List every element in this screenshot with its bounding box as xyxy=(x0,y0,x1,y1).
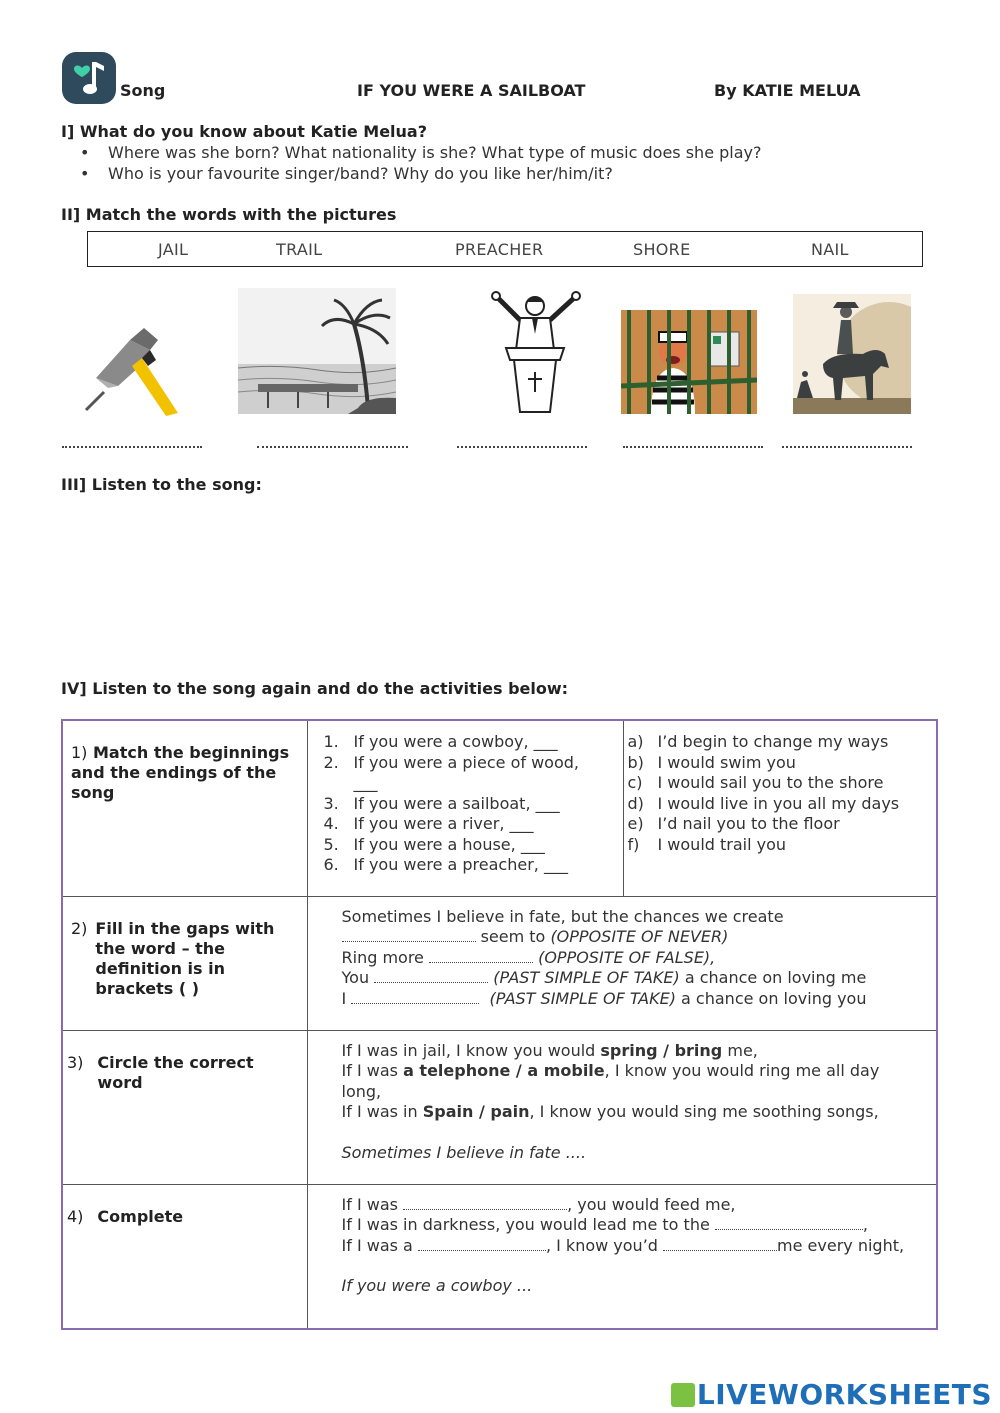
beginning-item xyxy=(324,855,615,876)
activity3-label-cell xyxy=(62,1030,307,1184)
answer-line-1[interactable] xyxy=(62,436,202,448)
word-jail: JAIL xyxy=(158,240,189,259)
beginning-item xyxy=(324,835,615,856)
song-title: IF YOU WERE A SAILBOAT xyxy=(357,81,586,100)
line-text: If I was in darkness, you would lead me to the xyxy=(341,1215,715,1234)
section3-title: III] Listen to the song: xyxy=(61,475,262,494)
section1-title: I] What do you know about Katie Melua? xyxy=(61,122,427,141)
word-nail: NAIL xyxy=(811,240,849,259)
gap-text: a chance on loving me xyxy=(679,968,867,987)
gap-hint: (OPPOSITE OF FALSE), xyxy=(538,947,716,967)
item-letter: a) xyxy=(627,732,644,751)
item-text: If you were a preacher, ___ xyxy=(353,855,568,874)
line-text: , I know you would sing me soothing songs, xyxy=(529,1102,879,1121)
answer-line-5[interactable] xyxy=(782,436,912,448)
word-bank xyxy=(87,231,923,267)
gap-blank[interactable] xyxy=(351,990,479,1004)
activity3-label xyxy=(63,1031,307,1093)
jail-picture xyxy=(621,310,757,418)
activity4-content-cell xyxy=(307,1184,937,1329)
line-text: If I was a xyxy=(341,1235,418,1255)
item-text: If you were a sailboat, ___ xyxy=(353,793,560,813)
activity2-number: 2) xyxy=(71,918,88,938)
activity4-label xyxy=(63,1185,307,1227)
hammer-nail-picture xyxy=(78,288,188,422)
item-letter: b) xyxy=(627,752,644,772)
circle-line-2 xyxy=(342,1061,919,1102)
activity1-number: 1) xyxy=(71,743,88,762)
ending-item xyxy=(628,794,929,815)
activity4-instruction: Complete xyxy=(97,1206,184,1226)
gap-line-2 xyxy=(342,927,929,948)
gap-text: a chance on loving you xyxy=(675,988,867,1008)
complete-line-3 xyxy=(342,1236,929,1257)
ending-item xyxy=(628,814,929,835)
beginning-item xyxy=(324,794,615,815)
logo-text: LIVEWORKSHEETS xyxy=(696,1378,992,1411)
gap-hint: (PAST SIMPLE OF TAKE) xyxy=(489,988,676,1008)
endings-list xyxy=(628,732,929,855)
music-app-icon xyxy=(62,52,116,104)
line-text: , I know you would ring me all day long, xyxy=(341,1061,880,1101)
activity2-label xyxy=(63,897,307,999)
word-choice[interactable]: spring / bring xyxy=(600,1040,723,1060)
activities-table xyxy=(61,719,938,1330)
section2-title: II] Match the words with the pictures xyxy=(61,205,397,224)
ending-item xyxy=(628,835,929,856)
item-text: If you were a cowboy, ___ xyxy=(353,732,558,751)
item-number: 4. xyxy=(323,814,339,833)
logo-badge-icon xyxy=(671,1383,695,1407)
item-letter: d) xyxy=(627,793,644,813)
complete-blank[interactable] xyxy=(715,1216,863,1230)
line-text: , I know you’d xyxy=(545,1235,664,1255)
item-text: I’d nail you to the floor xyxy=(657,814,840,833)
gap-line-5 xyxy=(342,989,929,1010)
circle-line-4: Sometimes I believe in fate .... xyxy=(341,1142,587,1162)
answer-line-4[interactable] xyxy=(623,436,763,448)
activity3-number: 3) xyxy=(67,1052,84,1072)
preacher-picture xyxy=(480,288,590,418)
complete-line-1 xyxy=(342,1195,929,1216)
gap-hint: (PAST SIMPLE OF TAKE) xyxy=(493,968,680,987)
circle-line-3 xyxy=(342,1102,919,1123)
activity1-label xyxy=(63,721,307,803)
word-choice[interactable]: a telephone / a mobile xyxy=(403,1061,605,1080)
line-text: , xyxy=(862,1215,868,1234)
line-text: If I was xyxy=(341,1061,404,1080)
item-text: I would trail you xyxy=(657,834,787,854)
activity1-label-cell xyxy=(62,720,307,896)
song-author: By KATIE MELUA xyxy=(714,81,861,100)
item-number: 2. xyxy=(323,752,339,772)
liveworksheets-logo xyxy=(671,1378,992,1411)
gap-line-4 xyxy=(342,968,929,989)
activity4-number: 4) xyxy=(67,1206,84,1226)
word-choice[interactable]: Spain / pain xyxy=(422,1102,530,1121)
ending-item xyxy=(628,773,929,794)
question-item: • Where was she born? What nationality is she? What type of music does she play? xyxy=(80,142,761,163)
item-number: 6. xyxy=(323,855,339,874)
question-item: • Who is your favourite singer/band? Why do you like her/him/it? xyxy=(80,163,761,184)
gap-text: seem to xyxy=(475,927,551,946)
circle-line-1 xyxy=(342,1041,919,1062)
item-text: I would sail you to the shore xyxy=(657,773,884,792)
beginning-item xyxy=(324,773,615,794)
gap-blank[interactable] xyxy=(374,969,488,983)
activity1-row xyxy=(62,720,937,896)
cowboy-trail-picture xyxy=(793,294,911,418)
item-number: 1. xyxy=(323,732,339,751)
item-letter: f) xyxy=(627,834,640,854)
activity1-endings-cell xyxy=(623,720,937,896)
word-preacher: PREACHER xyxy=(455,240,544,259)
item-letter: e) xyxy=(627,814,644,833)
gap-blank[interactable] xyxy=(342,928,476,942)
complete-line-4: If you were a cowboy ... xyxy=(341,1276,533,1295)
item-text: If you were a house, ___ xyxy=(353,834,545,854)
activity2-instruction: Fill in the gaps with the word – the definition is in brackets ( ) xyxy=(95,918,275,998)
complete-blank[interactable] xyxy=(403,1196,567,1210)
item-letter: c) xyxy=(627,773,643,792)
activity2-content-cell xyxy=(307,896,937,1030)
line-text: me, xyxy=(722,1040,758,1060)
line-text: If I was in xyxy=(341,1102,423,1121)
line-text: If I was in jail, I know you would xyxy=(341,1040,601,1060)
activity4-row xyxy=(62,1184,937,1329)
activity3-content-cell xyxy=(307,1030,937,1184)
complete-blank[interactable] xyxy=(663,1237,777,1251)
section4-title: IV] Listen to the song again and do the activities below: xyxy=(61,679,569,698)
activity2-label-cell xyxy=(62,896,307,1030)
complete-blank[interactable] xyxy=(418,1237,546,1251)
item-number: 5. xyxy=(323,834,339,854)
item-text: If you were a piece of wood, xyxy=(353,752,579,772)
activity1-instruction: Match the beginnings and the endings of the song xyxy=(71,743,290,802)
item-text: I’d begin to change my ways xyxy=(657,732,889,751)
gap-text: You xyxy=(341,968,375,987)
pier-shore-picture xyxy=(238,288,396,418)
beginning-item xyxy=(324,732,615,753)
beginnings-list xyxy=(324,732,615,876)
word-trail: TRAIL xyxy=(276,240,323,259)
song-label: Song xyxy=(120,81,166,100)
activity3-instruction: Circle the correct word xyxy=(97,1052,254,1092)
item-text: I would swim you xyxy=(657,752,796,772)
ending-item xyxy=(628,753,929,774)
gap-text: Ring more xyxy=(341,947,429,967)
complete-line-2 xyxy=(342,1215,929,1236)
ending-item xyxy=(628,732,929,753)
activity2-row xyxy=(62,896,937,1030)
gap-line-1: Sometimes I believe in fate, but the chances we create xyxy=(341,906,784,926)
beginning-item xyxy=(324,814,615,835)
gap-line-3 xyxy=(342,948,929,969)
beginning-item xyxy=(324,753,615,774)
item-number: 3. xyxy=(323,793,339,813)
activity3-row xyxy=(62,1030,937,1184)
section1-questions xyxy=(80,142,761,184)
gap-text: I xyxy=(341,988,352,1008)
line-text: me every night, xyxy=(777,1235,905,1255)
answer-line-2[interactable] xyxy=(257,436,408,448)
gap-hint: (OPPOSITE OF NEVER) xyxy=(550,927,729,946)
activity1-beginnings-cell xyxy=(307,720,623,896)
item-text: If you were a river, ___ xyxy=(353,814,534,833)
activity4-label-cell xyxy=(62,1184,307,1329)
item-text: ___ xyxy=(353,773,378,792)
gap-blank[interactable] xyxy=(429,949,533,963)
word-shore: SHORE xyxy=(633,240,691,259)
line-text: , you would feed me, xyxy=(567,1194,736,1214)
line-text: If I was xyxy=(341,1194,404,1214)
item-text: I would live in you all my days xyxy=(657,793,900,813)
answer-line-3[interactable] xyxy=(457,436,587,448)
